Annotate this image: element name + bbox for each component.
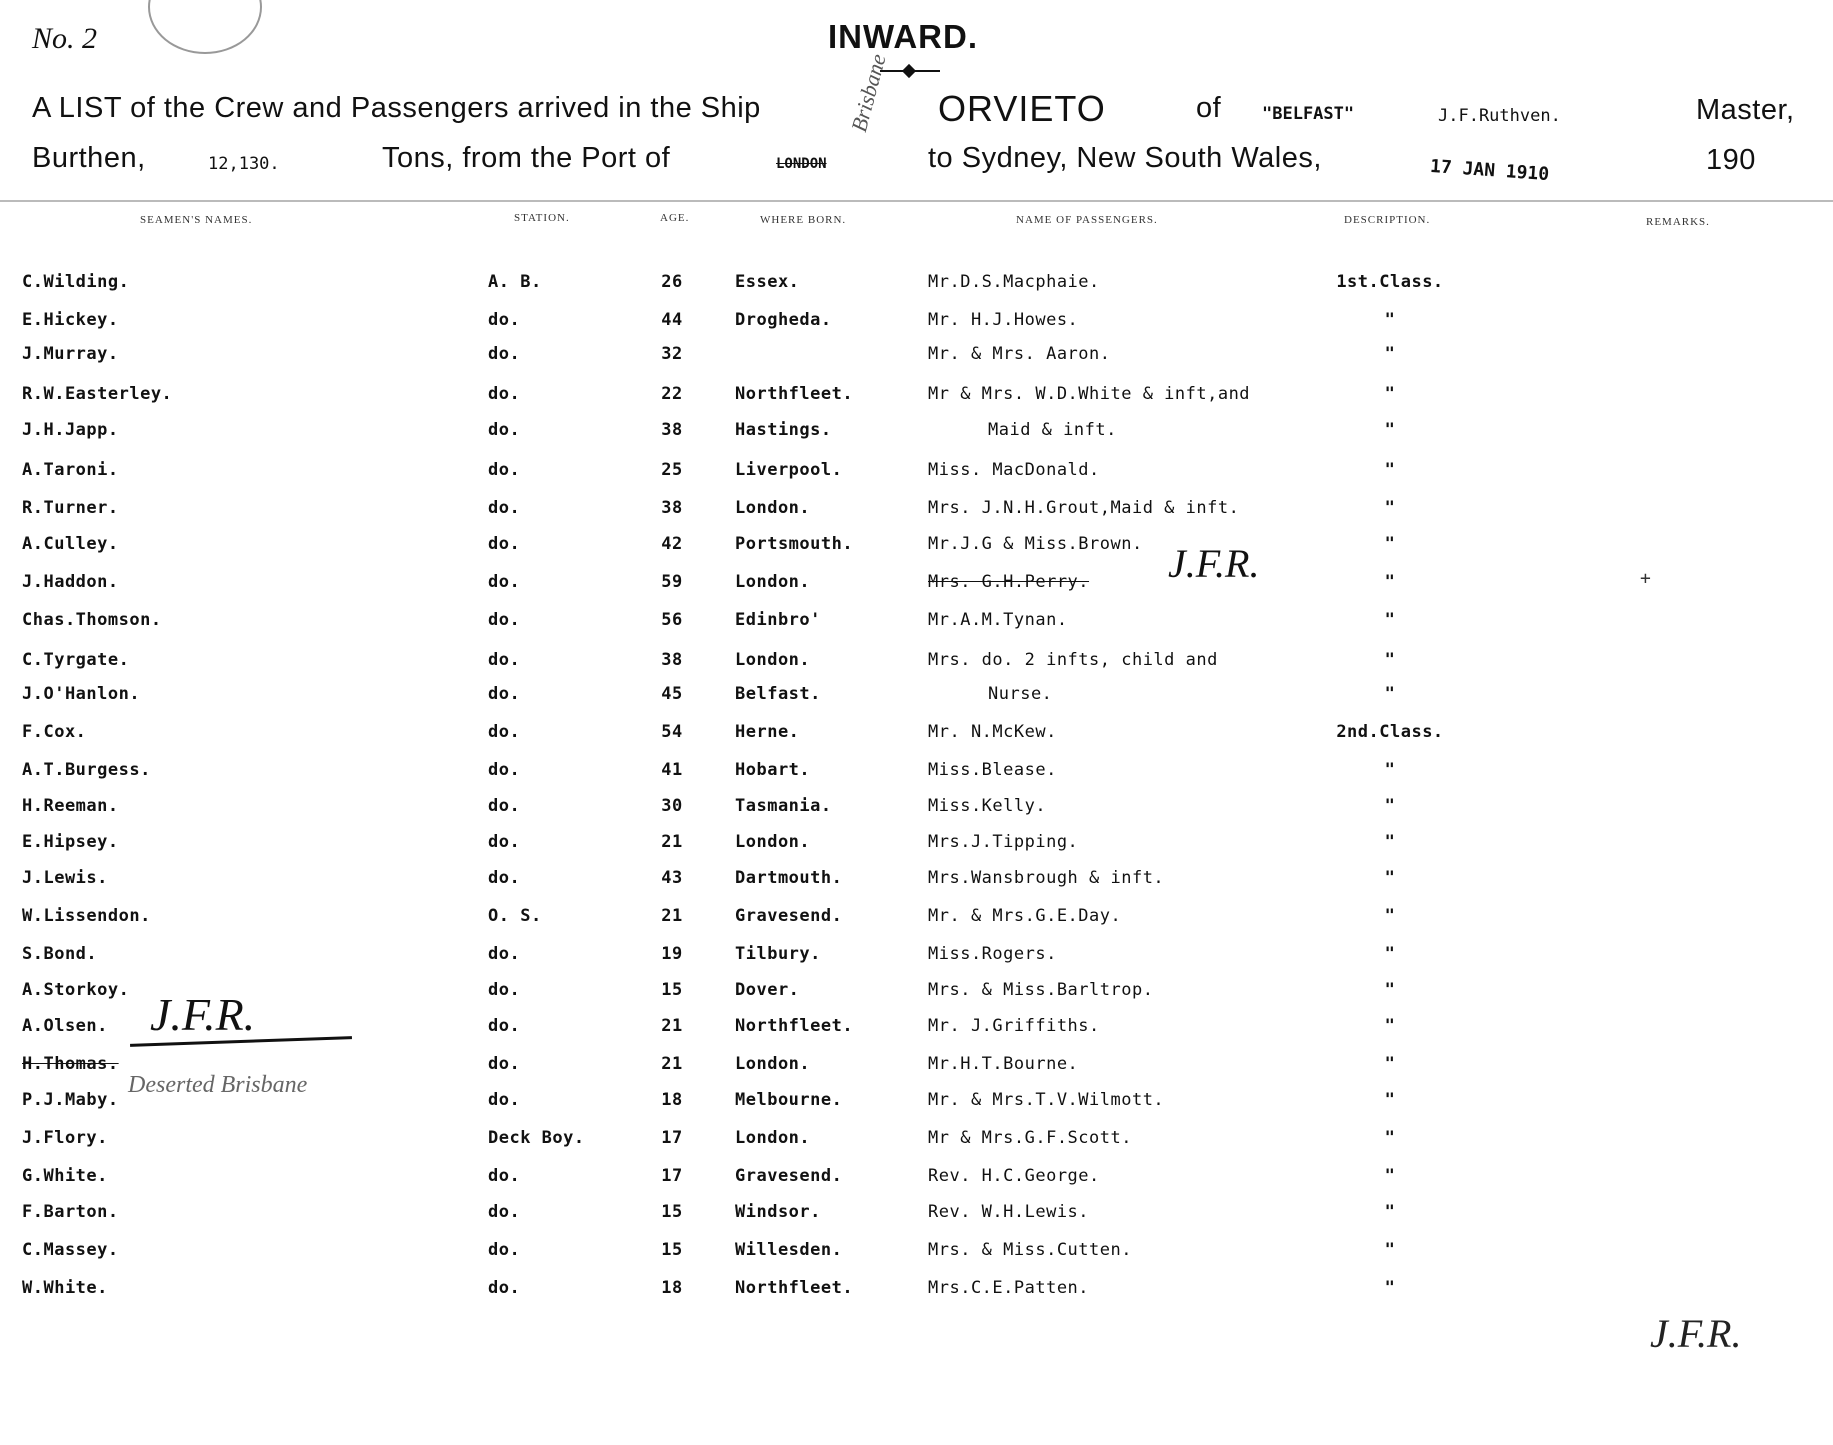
birthplace: Northfleet.	[735, 1016, 854, 1036]
form-number: No. 2	[32, 22, 98, 55]
station: O. S.	[488, 906, 542, 926]
passenger-description: "	[1384, 1240, 1396, 1260]
station: do.	[488, 760, 521, 780]
age: 26	[661, 272, 683, 292]
ship-name: ORVIETO	[938, 88, 1106, 129]
list-title: A LIST of the Crew and Passengers arrived in the Ship	[32, 92, 761, 124]
age: 15	[661, 1240, 683, 1260]
station: do.	[488, 1090, 521, 1110]
birthplace: Tasmania.	[735, 796, 832, 816]
age: 18	[661, 1090, 683, 1110]
passenger-description: "	[1384, 650, 1396, 670]
station: do.	[488, 944, 521, 964]
seaman-name: A.Olsen.	[22, 1016, 108, 1036]
birthplace: Tilbury.	[735, 944, 821, 964]
seaman-name: J.Haddon.	[22, 572, 119, 592]
passenger-description: "	[1384, 684, 1396, 704]
tons-label: Tons, from the Port of	[382, 142, 671, 174]
passenger-name: Mrs.C.E.Patten.	[928, 1278, 1090, 1298]
passenger-name: Mr. J.Griffiths.	[928, 1016, 1100, 1036]
age: 15	[661, 1202, 683, 1222]
passenger-name: Mr.D.S.Macphaie.	[928, 272, 1100, 292]
initials-signature-2: J.F.R.	[1168, 541, 1260, 586]
birthplace: Dartmouth.	[735, 868, 843, 888]
table-row	[0, 760, 1833, 796]
table-row	[0, 610, 1833, 646]
seaman-name: A.Culley.	[22, 534, 119, 554]
age: 21	[661, 832, 683, 852]
age: 22	[661, 384, 683, 404]
seaman-name: Chas.Thomson.	[22, 610, 162, 630]
station: do.	[488, 684, 521, 704]
passenger-name: Mrs.Wansbrough & inft.	[928, 868, 1165, 888]
col-header-description: DESCRIPTION.	[1344, 214, 1431, 226]
table-row	[0, 944, 1833, 980]
table-row	[0, 796, 1833, 832]
age: 56	[661, 610, 683, 630]
station: do.	[488, 796, 521, 816]
birthplace: Northfleet.	[735, 384, 854, 404]
col-header-passengers: NAME OF PASSENGERS.	[1016, 214, 1158, 226]
seaman-name: C.Massey.	[22, 1240, 119, 1260]
age: 44	[661, 310, 683, 330]
age: 30	[661, 796, 683, 816]
birthplace: Hastings.	[735, 420, 832, 440]
table-row	[0, 1240, 1833, 1276]
seaman-name: H.Reeman.	[22, 796, 119, 816]
passenger-name: Mr. & Mrs.T.V.Wilmott.	[928, 1090, 1165, 1110]
seaman-name: R.Turner.	[22, 498, 119, 518]
birthplace: Drogheda.	[735, 310, 832, 330]
station: do.	[488, 832, 521, 852]
station: do.	[488, 534, 521, 554]
passenger-name: Miss.Rogers.	[928, 944, 1057, 964]
burthen-label: Burthen,	[32, 142, 146, 174]
station: do.	[488, 344, 521, 364]
passenger-name: Miss.Kelly.	[928, 796, 1047, 816]
age: 19	[661, 944, 683, 964]
age: 38	[661, 650, 683, 670]
passenger-description: "	[1384, 832, 1396, 852]
from-port-struck: LONDON	[776, 156, 827, 172]
passenger-description: "	[1384, 498, 1396, 518]
seaman-name: A.Taroni.	[22, 460, 119, 480]
passenger-description: "	[1384, 906, 1396, 926]
table-row	[0, 1278, 1833, 1314]
destination-label: to Sydney, New South Wales,	[928, 142, 1322, 174]
birthplace: Willesden.	[735, 1240, 843, 1260]
passenger-description: "	[1384, 760, 1396, 780]
passenger-name: Mrs. J.N.H.Grout,Maid & inft.	[928, 498, 1240, 518]
passenger-name: Mr.H.T.Bourne.	[928, 1054, 1079, 1074]
birthplace: Gravesend.	[735, 906, 843, 926]
station: Deck Boy.	[488, 1128, 585, 1148]
deserted-note: Deserted Brisbane	[128, 1072, 308, 1098]
passenger-description: "	[1384, 1054, 1396, 1074]
of-label: of	[1196, 92, 1222, 124]
table-row	[0, 572, 1833, 608]
burthen-value: 12,130.	[208, 154, 280, 174]
birthplace: Belfast.	[735, 684, 821, 704]
date-stamp: 17 JAN 1910	[1429, 155, 1550, 186]
passenger-description: "	[1384, 384, 1396, 404]
passenger-description: "	[1384, 610, 1396, 630]
birthplace: Dover.	[735, 980, 800, 1000]
age: 45	[661, 684, 683, 704]
seaman-name: E.Hipsey.	[22, 832, 119, 852]
age: 21	[661, 1054, 683, 1074]
passenger-description: 1st.Class.	[1336, 272, 1444, 292]
remarks-tick: +	[1640, 568, 1651, 589]
table-row	[0, 310, 1833, 346]
station: do.	[488, 1054, 521, 1074]
passenger-description: "	[1384, 310, 1396, 330]
table-row	[0, 534, 1833, 570]
station: do.	[488, 1240, 521, 1260]
passenger-description: "	[1384, 980, 1396, 1000]
table-row	[0, 980, 1833, 1016]
age: 32	[661, 344, 683, 364]
passenger-name: Miss.Blease.	[928, 760, 1057, 780]
birthplace: Essex.	[735, 272, 800, 292]
station: do.	[488, 1166, 521, 1186]
age: 21	[661, 1016, 683, 1036]
table-row	[0, 684, 1833, 720]
passenger-description: "	[1384, 344, 1396, 364]
passenger-name: Miss. MacDonald.	[928, 460, 1100, 480]
station: do.	[488, 868, 521, 888]
initials-signature-3: J.F.R.	[1650, 1311, 1742, 1356]
station: do.	[488, 310, 521, 330]
birthplace: Liverpool.	[735, 460, 843, 480]
station: do.	[488, 420, 521, 440]
seaman-name: C.Wilding.	[22, 272, 130, 292]
age: 38	[661, 498, 683, 518]
birthplace: London.	[735, 572, 811, 592]
birthplace: Melbourne.	[735, 1090, 843, 1110]
passenger-name: Mrs. & Miss.Cutten.	[928, 1240, 1132, 1260]
table-row	[0, 1166, 1833, 1202]
passenger-name: Nurse.	[988, 684, 1053, 704]
birthplace: Windsor.	[735, 1202, 821, 1222]
age: 15	[661, 980, 683, 1000]
table-row	[0, 272, 1833, 308]
passenger-name: Mr & Mrs.G.F.Scott.	[928, 1128, 1132, 1148]
table-row	[0, 344, 1833, 380]
col-header-remarks: REMARKS.	[1646, 216, 1710, 228]
birthplace: Hobart.	[735, 760, 811, 780]
age: 41	[661, 760, 683, 780]
passenger-name: Mrs.J.Tipping.	[928, 832, 1079, 852]
age: 21	[661, 906, 683, 926]
passenger-description: "	[1384, 868, 1396, 888]
passenger-description: "	[1384, 1128, 1396, 1148]
passenger-description: "	[1384, 572, 1396, 592]
station: do.	[488, 610, 521, 630]
table-row	[0, 832, 1833, 868]
seaman-name: C.Tyrgate.	[22, 650, 130, 670]
passenger-description: "	[1384, 1202, 1396, 1222]
birthplace: Portsmouth.	[735, 534, 854, 554]
seaman-name: J.Flory.	[22, 1128, 108, 1148]
age: 43	[661, 868, 683, 888]
birthplace: London.	[735, 1128, 811, 1148]
passenger-name: Rev. H.C.George.	[928, 1166, 1100, 1186]
form-direction: INWARD.	[828, 18, 978, 55]
birthplace: London.	[735, 1054, 811, 1074]
passenger-description: "	[1384, 460, 1396, 480]
station: do.	[488, 460, 521, 480]
seaman-name: F.Barton.	[22, 1202, 119, 1222]
birthplace: Northfleet.	[735, 1278, 854, 1298]
seaman-name: G.White.	[22, 1166, 108, 1186]
passenger-description: "	[1384, 796, 1396, 816]
passenger-description: "	[1384, 534, 1396, 554]
table-row	[0, 722, 1833, 758]
birthplace: Herne.	[735, 722, 800, 742]
age: 18	[661, 1278, 683, 1298]
from-port-handwritten: Brisbane	[846, 51, 891, 135]
passenger-name: Mr. & Mrs. Aaron.	[928, 344, 1111, 364]
year-prefix: 190	[1706, 144, 1756, 176]
station: do.	[488, 498, 521, 518]
table-row	[0, 498, 1833, 534]
age: 59	[661, 572, 683, 592]
seaman-name: W.Lissendon.	[22, 906, 151, 926]
table-row	[0, 384, 1833, 420]
table-row	[0, 1016, 1833, 1052]
table-row	[0, 906, 1833, 942]
station: A. B.	[488, 272, 542, 292]
passenger-description: "	[1384, 420, 1396, 440]
official-stamp	[148, 0, 262, 54]
master-name: J.F.Ruthven.	[1438, 106, 1561, 126]
seaman-name: J.O'Hanlon.	[22, 684, 141, 704]
age: 25	[661, 460, 683, 480]
birthplace: Gravesend.	[735, 1166, 843, 1186]
station: do.	[488, 1278, 521, 1298]
passenger-description: "	[1384, 1278, 1396, 1298]
age: 42	[661, 534, 683, 554]
passenger-name: Mr. N.McKew.	[928, 722, 1057, 742]
table-row	[0, 460, 1833, 496]
passenger-name: Mr.A.M.Tynan.	[928, 610, 1068, 630]
seaman-name: E.Hickey.	[22, 310, 119, 330]
birthplace: Edinbro'	[735, 610, 821, 630]
passenger-name: Maid & inft.	[988, 420, 1117, 440]
passenger-name: Mr. & Mrs.G.E.Day.	[928, 906, 1122, 926]
initials-signature-1: J.F.R.	[150, 989, 256, 1040]
direction-ornament-diamond	[902, 64, 916, 78]
passenger-description: 2nd.Class.	[1336, 722, 1444, 742]
birthplace: London.	[735, 832, 811, 852]
passenger-name: Mrs. & Miss.Barltrop.	[928, 980, 1154, 1000]
seaman-name: F.Cox.	[22, 722, 87, 742]
passenger-description: "	[1384, 1090, 1396, 1110]
col-header-age: AGE.	[660, 212, 690, 224]
age: 38	[661, 420, 683, 440]
passenger-name: Mr & Mrs. W.D.White & inft,and	[928, 384, 1251, 404]
col-header-born: WHERE BORN.	[760, 214, 847, 226]
seaman-name: A.T.Burgess.	[22, 760, 151, 780]
passenger-name: Mr.J.G & Miss.Brown.	[928, 534, 1143, 554]
passenger-name: Rev. W.H.Lewis.	[928, 1202, 1090, 1222]
table-row	[0, 1128, 1833, 1164]
seaman-name: J.Lewis.	[22, 868, 108, 888]
col-header-station: STATION.	[514, 212, 570, 224]
passenger-description: "	[1384, 1166, 1396, 1186]
station: do.	[488, 722, 521, 742]
passenger-name: Mr. H.J.Howes.	[928, 310, 1079, 330]
table-row	[0, 1202, 1833, 1238]
station: do.	[488, 980, 521, 1000]
passenger-name: Mrs. do. 2 infts, child and	[928, 650, 1218, 670]
age: 17	[661, 1166, 683, 1186]
seaman-name: P.J.Maby.	[22, 1090, 119, 1110]
station: do.	[488, 384, 521, 404]
passenger-name: Mrs. G.H.Perry.	[928, 572, 1090, 592]
seaman-name: A.Storkoy.	[22, 980, 130, 1000]
birthplace: London.	[735, 498, 811, 518]
port-of-registry: "BELFAST"	[1262, 104, 1355, 124]
age: 54	[661, 722, 683, 742]
station: do.	[488, 1202, 521, 1222]
seaman-name: S.Bond.	[22, 944, 98, 964]
master-label: Master,	[1696, 94, 1795, 126]
passenger-description: "	[1384, 944, 1396, 964]
table-row	[0, 868, 1833, 904]
passenger-description: "	[1384, 1016, 1396, 1036]
age: 17	[661, 1128, 683, 1148]
birthplace: London.	[735, 650, 811, 670]
station: do.	[488, 650, 521, 670]
station: do.	[488, 1016, 521, 1036]
seaman-name: R.W.Easterley.	[22, 384, 173, 404]
table-row	[0, 650, 1833, 686]
seaman-name: J.H.Japp.	[22, 420, 119, 440]
table-row	[0, 420, 1833, 456]
station: do.	[488, 572, 521, 592]
seaman-name: J.Murray.	[22, 344, 119, 364]
col-header-seamen: SEAMEN'S NAMES.	[140, 214, 253, 226]
header-rule	[0, 200, 1833, 202]
seaman-name: H.Thomas.	[22, 1054, 119, 1074]
seaman-name: W.White.	[22, 1278, 108, 1298]
